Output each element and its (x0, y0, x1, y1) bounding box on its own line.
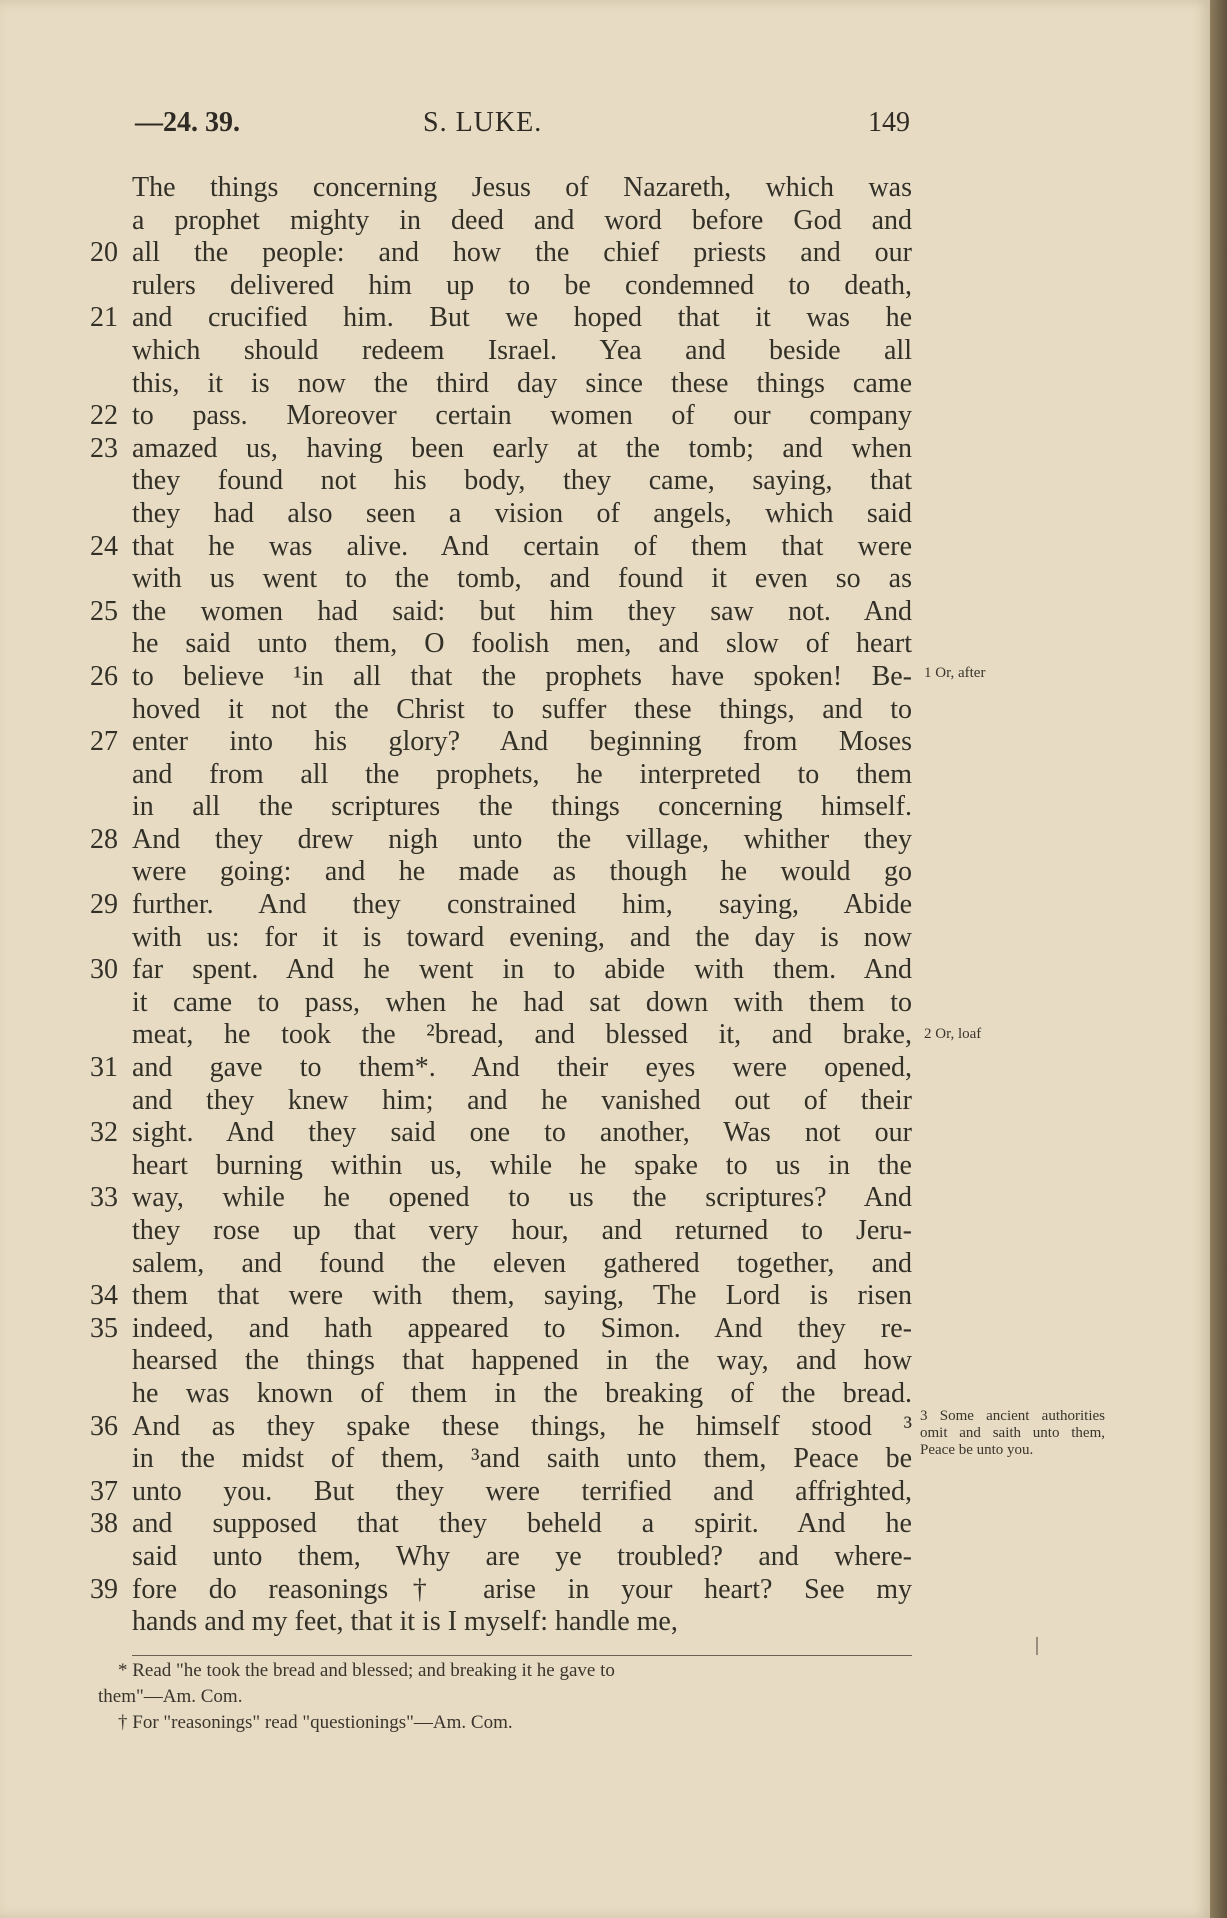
text-line (90, 433, 912, 466)
text-line (90, 987, 912, 1020)
line-text: he said unto them, O foolish men, and slow of heart (132, 628, 912, 660)
text-line (90, 1280, 912, 1313)
text-line (90, 465, 912, 498)
text-line (90, 726, 912, 759)
verse-number: 34 (90, 1280, 118, 1312)
verse-number: 27 (90, 726, 118, 758)
text-line (90, 596, 912, 629)
verse-number: 35 (90, 1312, 118, 1344)
line-text: The things concerning Jesus of Nazareth, which was (132, 172, 912, 203)
header-page-number: 149 (868, 107, 910, 138)
line-text: in the midst of them, ³and saith unto them, Peace be (132, 1443, 912, 1475)
line-text: said unto them, Why are ye troubled? and where- (132, 1540, 912, 1572)
verse-number: 21 (90, 302, 118, 334)
line-text: heart burning within us, while he spake to us in the (132, 1149, 912, 1181)
line-text: with us: for it is toward evening, and the day is now (132, 921, 912, 953)
text-line (90, 1508, 912, 1541)
line-text: fore do reasonings† arise in your heart? See my (132, 1573, 912, 1605)
line-text: unto you. But they were terrified and affrighted, (132, 1475, 912, 1507)
line-text: which should redeem Israel. Yea and beside all (132, 334, 912, 366)
verse-number: 30 (90, 954, 118, 986)
margin-mark (1036, 1637, 1038, 1655)
text-line (90, 400, 912, 433)
text-line (90, 954, 912, 987)
line-text: this, it is now the third day since these things came (132, 367, 912, 399)
verse-number: 29 (90, 889, 118, 921)
text-line (90, 1248, 912, 1281)
text-line (90, 563, 912, 596)
text-line (90, 791, 912, 824)
line-text: all the people: and how the chief priests and our (132, 237, 912, 269)
verse-number: 26 (90, 660, 118, 692)
line-text: they had also seen a vision of angels, which said (132, 497, 912, 529)
header-book-title: S. LUKE. (423, 107, 543, 138)
text-line (90, 1606, 912, 1639)
text-line (90, 531, 912, 564)
line-text: further. And they constrained him, saying, Abide (132, 889, 912, 921)
line-text: sight. And they said one to another, Was not our (132, 1117, 912, 1149)
text-line (90, 856, 912, 889)
line-text: a prophet mighty in deed and word before God and (132, 204, 912, 236)
line-text: he was known of them in the breaking of the bread. (132, 1377, 912, 1409)
verse-number: 36 (90, 1410, 118, 1442)
text-line (90, 1085, 912, 1118)
line-text: indeed, and hath appeared to Simon. And they re- (132, 1312, 912, 1344)
footnote-divider (132, 1655, 912, 1656)
line-text: and gave to them*. And their eyes were opened, (132, 1052, 912, 1084)
line-text: amazed us, having been early at the tomb; and when (132, 432, 912, 464)
text-line (90, 1541, 912, 1574)
text-line (90, 694, 912, 727)
text-line (90, 1182, 912, 1215)
text-line (90, 922, 912, 955)
text-line (90, 759, 912, 792)
verse-number: 33 (90, 1182, 118, 1214)
text-line (90, 1443, 912, 1476)
verse-number: 39 (90, 1573, 118, 1605)
line-text: enter into his glory? And beginning from Moses (132, 726, 912, 758)
line-text: that he was alive. And certain of them that were (132, 530, 912, 562)
verse-number: 23 (90, 432, 118, 464)
line-text: salem, and found the eleven gathered together, and (132, 1247, 912, 1279)
verse-number: 31 (90, 1052, 118, 1084)
margin-note-3: 3 Some ancient authorities omit and saith unto them, Peace be unto you. (920, 1408, 1105, 1458)
running-header (135, 107, 910, 147)
header-chapter-ref: —24. 39. (135, 107, 240, 138)
text-line (90, 1313, 912, 1346)
text-line (90, 1215, 912, 1248)
line-text: and they knew him; and he vanished out of their (132, 1084, 912, 1116)
footnote-1-cont: them"—Am. Com. (98, 1686, 243, 1707)
line-text: to believe ¹in all that the prophets have spoken! Be- (132, 660, 912, 692)
margin-note-1: 1 Or, after (924, 665, 986, 681)
line-text: and supposed that they beheld a spirit. And he (132, 1508, 912, 1540)
footnote-2: † For "reasonings" read "questionings"—Am. Com. (118, 1712, 513, 1733)
text-line (90, 1411, 912, 1444)
line-text: And they drew nigh unto the village, whither they (132, 823, 912, 855)
verse-number: 37 (90, 1475, 118, 1507)
page-edge (1210, 0, 1227, 1918)
text-line (90, 1574, 912, 1607)
text-line (90, 1345, 912, 1378)
verse-number: 20 (90, 237, 118, 269)
line-text: the women had said: but him they saw not. And (132, 595, 912, 627)
line-text: them that were with them, saying, The Lord is risen (132, 1280, 912, 1312)
text-line (90, 1150, 912, 1183)
text-line (90, 1476, 912, 1509)
line-text: rulers delivered him up to be condemned to death, (132, 269, 912, 301)
verse-number: 22 (90, 400, 118, 432)
text-line (90, 1019, 912, 1052)
text-line (90, 205, 912, 238)
line-text: meat, he took the ²bread, and blessed it, and brake, (132, 1019, 912, 1051)
verse-number: 32 (90, 1117, 118, 1149)
text-line (90, 270, 912, 303)
scripture-text (90, 172, 912, 1639)
line-text: and crucified him. But we hoped that it was he (132, 302, 912, 334)
line-text: were going: and he made as though he would go (132, 856, 912, 888)
verse-number: 28 (90, 823, 118, 855)
verse-number: 25 (90, 595, 118, 627)
text-line (90, 498, 912, 531)
text-line (90, 889, 912, 922)
line-text: and from all the prophets, he interpreted to them (132, 758, 912, 790)
line-text: with us went to the tomb, and found it even so as (132, 563, 912, 595)
line-text: to pass. Moreover certain women of our company (132, 400, 912, 432)
line-text: they found not his body, they came, saying, that (132, 465, 912, 497)
line-text: way, while he opened to us the scriptures? And (132, 1182, 912, 1214)
line-text: in all the scriptures the things concerning himself. (132, 791, 912, 823)
footnotes (98, 1658, 918, 1736)
verse-number: 38 (90, 1508, 118, 1540)
text-line (90, 172, 912, 205)
line-text: hoved it not the Christ to suffer these things, and to (132, 693, 912, 725)
text-line (90, 1117, 912, 1150)
line-text: they rose up that very hour, and returned to Jeru- (132, 1215, 912, 1246)
line-text: hearsed the things that happened in the way, and how (132, 1345, 912, 1377)
text-line (90, 302, 912, 335)
footnote-1: * Read "he took the bread and blessed; and breaking it he gave to (118, 1660, 615, 1681)
text-line (90, 368, 912, 401)
verse-number: 24 (90, 530, 118, 562)
line-text: far spent. And he went in to abide with them. And (132, 954, 912, 986)
text-line (90, 335, 912, 368)
text-line (90, 661, 912, 694)
text-line (90, 1052, 912, 1085)
text-line (90, 824, 912, 857)
line-text: hands and my feet, that it is I myself: handle me, (132, 1606, 678, 1638)
text-line (90, 628, 912, 661)
text-line (90, 237, 912, 270)
line-text: it came to pass, when he had sat down with them to (132, 986, 912, 1018)
text-line (90, 1378, 912, 1411)
margin-note-2: 2 Or, loaf (924, 1026, 982, 1042)
line-text: And as they spake these things, he himself stood ³ (132, 1410, 912, 1442)
